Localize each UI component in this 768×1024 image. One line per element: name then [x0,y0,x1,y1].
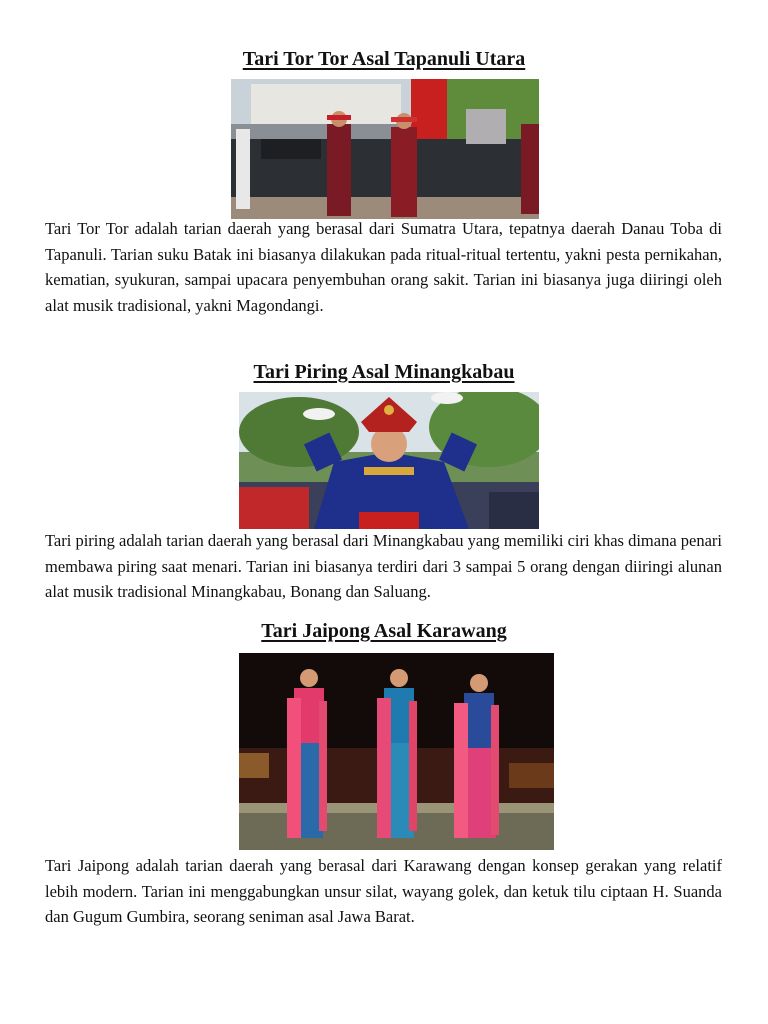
piring-dancer-photo [239,392,539,529]
tor-tor-dancers-photo [231,79,539,219]
section-paragraph-piring: Tari piring adalah tarian daerah yang berasal dari Minangkabau yang memiliki ciri khas dimana penari membawa piring saat menari. Tarian ini biasanya terdiri dari 3 sampai 5 orang dengan diiringi alunan alat musik tradisional Minangkabau, Bonang dan Saluang. [45,531,722,602]
section-paragraph-jaipong: Tari Jaipong adalah tarian daerah yang berasal dari Karawang dengan konsep gerakan yang relatif lebih modern. Tarian ini menggabungkan unsur silat, wayang golek, dan ketuk tilu ciptaan H. Suanda dan Gugum Gumbira, seorang seniman asal Jawa Barat. [45,856,722,927]
section-title-jaipong: Tari Jaipong Asal Karawang [261,620,507,642]
jaipong-dancers-photo [239,653,554,850]
section-title-piring: Tari Piring Asal Minangkabau [253,361,515,383]
section-paragraph-tor-tor: Tari Tor Tor adalah tarian daerah yang berasal dari Sumatra Utara, tepatnya daerah Danau Toba di Tapanuli. Tarian suku Batak ini biasanya dilakukan pada ritual-ritual tertentu, yakni pesta pernikahan, kematian, syukuran, sampai upacara penyembuhan orang sakit. Tarian ini biasanya juga diiringi oleh alat musik tradisional, yakni Magondangi. [45,219,722,315]
section-title-tor-tor: Tari Tor Tor Asal Tapanuli Utara [242,48,526,70]
